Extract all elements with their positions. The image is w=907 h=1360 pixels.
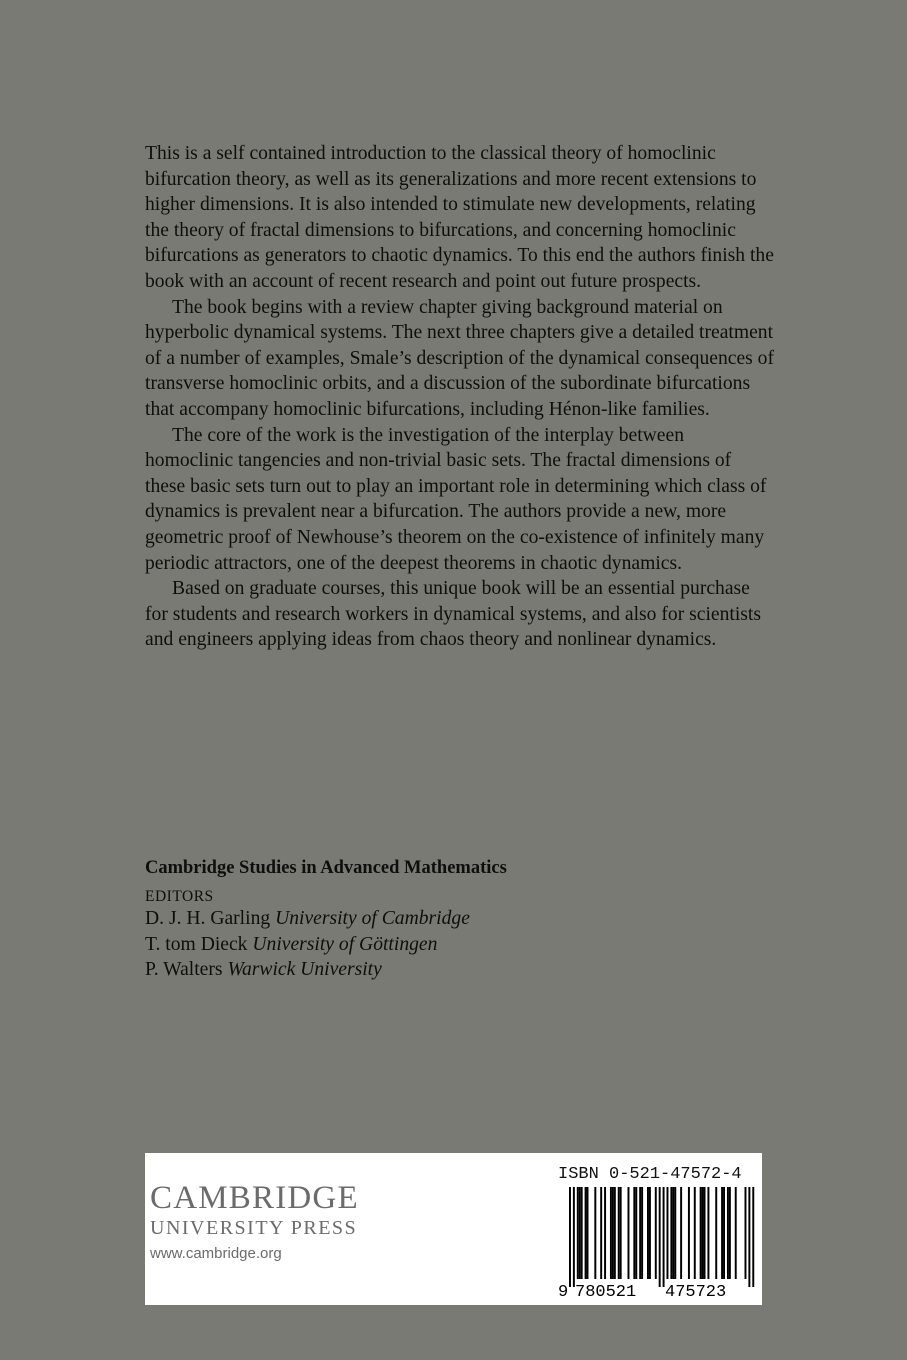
barcode-bar bbox=[614, 1187, 616, 1279]
editor-affiliation: University of Göttingen bbox=[252, 933, 438, 955]
editors-label: EDITORS bbox=[145, 888, 214, 905]
barcode-bar bbox=[618, 1187, 620, 1279]
barcode-bar bbox=[694, 1187, 696, 1279]
barcode-bar bbox=[700, 1187, 702, 1279]
blurb-paragraph: The core of the work is the investigation of the interplay between homoclinic tangencies and non-trivial basic sets. The fractal dimensions of these basic sets turn out to play an important role in determining which class of dynamics is prevalent near a bifurcation. The authors provide a new, more geometric proof of Newhouse’s theorem on the co-existence of infinitely many periodic attractors, one of the deepest theorems in chaotic dynamics. bbox=[145, 424, 767, 574]
barcode-bar bbox=[745, 1187, 747, 1279]
blurb-paragraph: The book begins with a review chapter giving background material on hyperbolic dynamical systems. The next three chapters give a detailed treatment of a number of examples, Smale’s description of the dynamical consequences of transverse homoclinic orbits, and a discussion of the subordinate bifurcations that accompany homoclinic bifurcations, including Hénon-like families. bbox=[145, 296, 774, 420]
barcode-bar bbox=[573, 1187, 575, 1287]
barcode-digit-first: 9 bbox=[558, 1283, 569, 1299]
publisher-logo bbox=[150, 1181, 359, 1263]
barcode-bar bbox=[641, 1187, 643, 1279]
barcode-bar bbox=[604, 1187, 606, 1279]
barcode-bar bbox=[704, 1187, 706, 1279]
barcode-bar bbox=[680, 1187, 682, 1279]
barcode-bar bbox=[612, 1187, 614, 1279]
barcode-bar bbox=[723, 1187, 725, 1279]
barcode-bar bbox=[659, 1187, 661, 1287]
barcode-bar bbox=[748, 1187, 750, 1287]
barcode-bar bbox=[721, 1187, 723, 1279]
barcode-bar bbox=[579, 1187, 581, 1279]
barcode-bar bbox=[702, 1187, 704, 1279]
publisher-press: UNIVERSITY PRESS bbox=[150, 1217, 358, 1239]
barcode-bar bbox=[727, 1187, 729, 1279]
editor-affiliation: Warwick University bbox=[227, 959, 382, 981]
barcode-bar bbox=[674, 1187, 676, 1279]
barcode-bar bbox=[688, 1187, 690, 1279]
barcode-bar bbox=[594, 1187, 596, 1279]
barcode-bar bbox=[639, 1187, 641, 1279]
isbn-label: ISBN 0-521-47572-4 bbox=[558, 1165, 742, 1184]
barcode-bar bbox=[647, 1187, 649, 1279]
barcode-bar bbox=[587, 1187, 589, 1279]
editor-entry bbox=[145, 932, 775, 958]
barcode-bar bbox=[672, 1187, 674, 1279]
editor-entry bbox=[145, 906, 775, 932]
barcode-bar bbox=[600, 1187, 602, 1279]
publisher-name: CAMBRIDGE bbox=[150, 1180, 359, 1216]
editor-entry bbox=[145, 957, 775, 983]
barcode-bar bbox=[610, 1187, 612, 1279]
barcode-bar bbox=[729, 1187, 731, 1279]
editor-name: D. J. H. Garling bbox=[145, 908, 271, 929]
barcode-bar bbox=[585, 1187, 587, 1279]
barcode-bar bbox=[752, 1187, 754, 1287]
barcode-bar bbox=[581, 1187, 583, 1279]
barcode-bar bbox=[655, 1187, 657, 1279]
barcode-bar bbox=[577, 1187, 579, 1279]
editor-name: P. Walters bbox=[145, 959, 223, 981]
barcode-bar bbox=[670, 1187, 672, 1279]
barcode-bar bbox=[663, 1187, 665, 1287]
barcode-digits-left: 780521 bbox=[575, 1283, 637, 1299]
editor-name: T. tom Dieck bbox=[145, 933, 248, 955]
barcode-bar bbox=[620, 1187, 622, 1279]
barcode-digits-right: 475723 bbox=[665, 1283, 727, 1299]
series-info bbox=[145, 856, 775, 983]
isbn-barcode bbox=[557, 1187, 757, 1299]
barcode-bar bbox=[707, 1187, 709, 1279]
publisher-barcode-panel bbox=[145, 1153, 762, 1305]
barcode-bar bbox=[715, 1187, 717, 1279]
barcode-bar bbox=[628, 1187, 630, 1279]
barcode-bar bbox=[633, 1187, 635, 1279]
barcode-bar bbox=[735, 1187, 737, 1279]
barcode-bar bbox=[667, 1187, 669, 1279]
barcode-bar bbox=[649, 1187, 651, 1279]
blurb-paragraph: Based on graduate courses, this unique book will be an essential purchase for students and research workers in dynamical systems, and also for scientists and engineers applying ideas from chaos theory and nonlinear dynamics. bbox=[145, 578, 761, 651]
barcode-bar bbox=[635, 1187, 637, 1279]
editor-affiliation: University of Cambridge bbox=[275, 908, 470, 929]
series-title: Cambridge Studies in Advanced Mathematics bbox=[145, 858, 507, 878]
back-cover-blurb bbox=[145, 141, 775, 653]
publisher-url: www.cambridge.org bbox=[150, 1245, 282, 1262]
blurb-paragraph: This is a self contained introduction to the classical theory of homoclinic bifurcation theory, as well as its generalizations and more recent extensions to higher dimensions. It is also intended to stimulate new developments, relating the theory of fractal dimensions to bifurcations, and concerning homoclinic bifurcations as generators to chaotic dynamics. To this end the authors finish the book with an account of recent research and point out future prospects. bbox=[145, 143, 774, 292]
barcode-bar bbox=[569, 1187, 571, 1287]
